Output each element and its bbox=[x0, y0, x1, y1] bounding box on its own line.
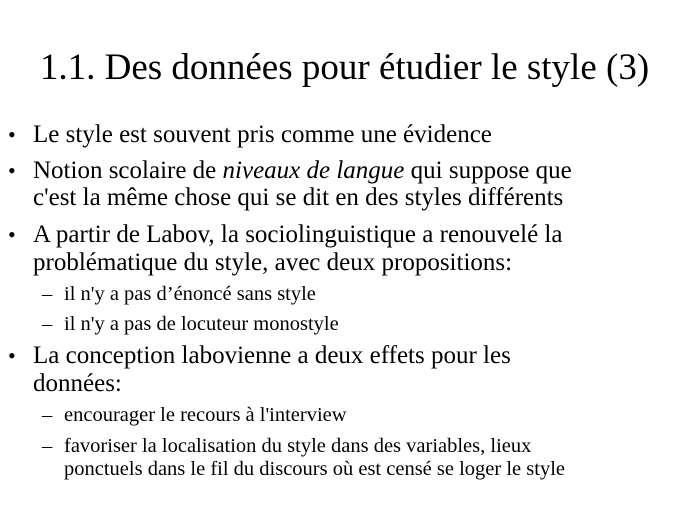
dash-marker: – bbox=[42, 404, 53, 426]
bullet-marker: • bbox=[8, 158, 16, 183]
slide-title: 1.1. Des données pour étudier le style (3) bbox=[39, 47, 650, 88]
bullet-text-line-2: données: bbox=[33, 370, 122, 397]
dash-marker: – bbox=[42, 283, 53, 305]
bullet-text-line-1 bbox=[33, 158, 572, 184]
bullet-text-line-2: c'est la même chose qui se dit en des styles différents bbox=[33, 184, 564, 211]
dash-marker: – bbox=[42, 313, 53, 335]
bullet-text-plain: Notion scolaire de bbox=[33, 157, 223, 184]
bullet-marker: • bbox=[8, 343, 16, 368]
sub-item-text: il n'y a pas d’énoncé sans style bbox=[64, 283, 316, 305]
sub-item-text: il n'y a pas de locuteur monostyle bbox=[64, 313, 339, 335]
sub-item-text-line-1: favoriser la localisation du style dans des variables, lieux bbox=[64, 435, 532, 457]
bullet-marker: • bbox=[8, 222, 16, 247]
bullet-text-line-2: problématique du style, avec deux propositions: bbox=[33, 249, 513, 276]
bullet-marker: • bbox=[8, 122, 16, 147]
bullet-text-plain: qui suppose que bbox=[404, 157, 572, 184]
bullet-text-line-1: A partir de Labov, la sociolinguistique a renouvelé la bbox=[33, 221, 563, 248]
sub-item-text-line-2: ponctuels dans le fil du discours où est censé se loger le style bbox=[64, 458, 565, 480]
bullet-text-line-1: La conception labovienne a deux effets pour les bbox=[33, 342, 511, 369]
bullet-text: Le style est souvent pris comme une évidence bbox=[33, 121, 492, 148]
sub-item-text: encourager le recours à l'interview bbox=[64, 404, 347, 426]
bullet-text-emphasis: niveaux de langue bbox=[222, 157, 405, 184]
dash-marker: – bbox=[42, 435, 53, 457]
